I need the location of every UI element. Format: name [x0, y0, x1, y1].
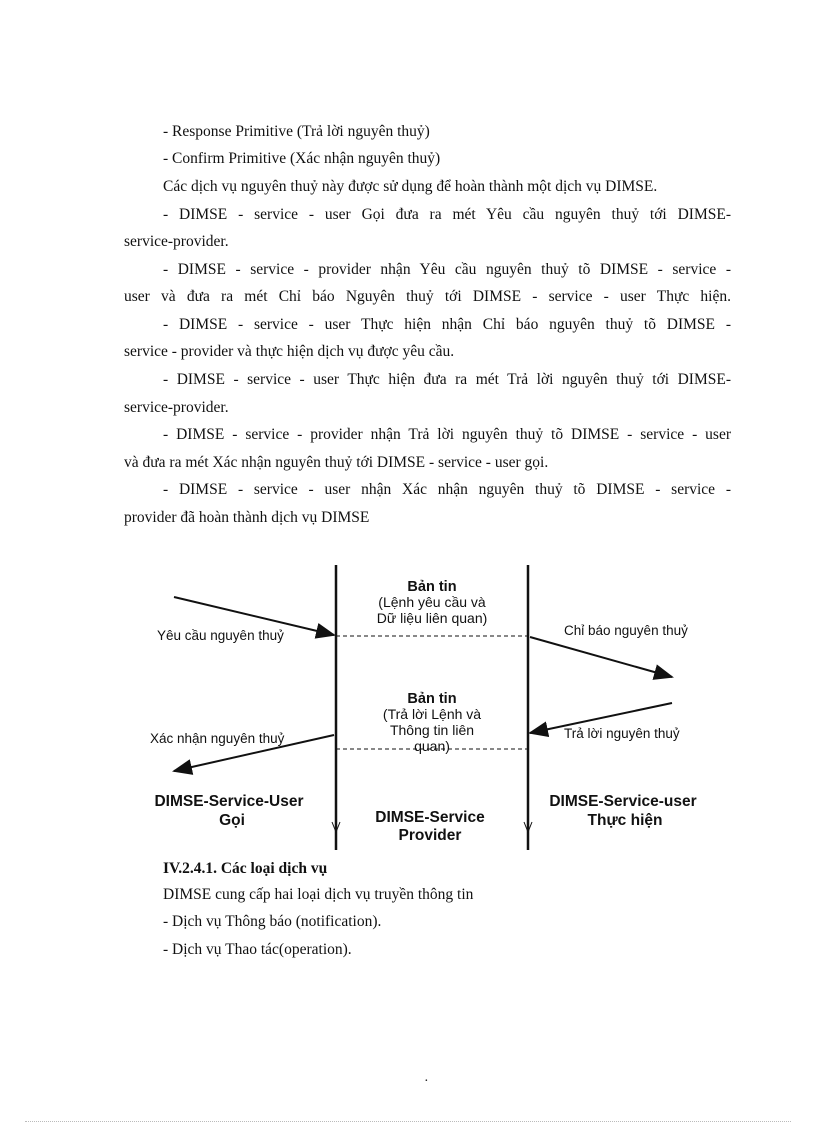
left-participant-title: DIMSE-Service-User — [154, 793, 304, 810]
paragraph-line: service-provider. — [124, 233, 229, 250]
paragraph-line: service-provider. — [124, 399, 229, 416]
message1-title: Bản tin — [407, 579, 457, 595]
confirm-label: Xác nhận nguyên thuỷ — [150, 731, 285, 746]
message2-line1: (Trả lời Lệnh và — [382, 706, 482, 722]
paragraph-line: - DIMSE - service - provider nhận Trả lời nguyên thuỷ tõ DIMSE - service - user — [163, 426, 731, 443]
paragraph-line: và đưa ra mét Xác nhận nguyên thuỷ tới DIMSE - service - user gọi. — [124, 454, 549, 471]
section-line: DIMSE cung cấp hai loại dịch vụ truyền thông tin — [163, 886, 474, 903]
right-participant-title: DIMSE-Service-user — [549, 793, 697, 810]
footer-mark: · — [424, 1074, 429, 1089]
section-line: - Dịch vụ Thông báo (notification). — [163, 913, 382, 930]
message1-line2: Dữ liệu liên quan) — [376, 610, 488, 626]
paragraph-line: service - provider và thực hiện dịch vụ được yêu cầu. — [124, 343, 455, 360]
message1-line1: (Lệnh yêu cầu và — [378, 594, 486, 610]
left-participant-subtitle: Gọi — [219, 812, 245, 829]
paragraph-line: - DIMSE - service - user nhận Xác nhận nguyên thuỷ tõ DIMSE - service - — [163, 481, 731, 498]
message2-title: Bản tin — [407, 691, 457, 707]
paragraph-line: - DIMSE - service - user Thực hiện đưa ra mét Trả lời nguyên thuỷ tới DIMSE- — [163, 371, 731, 388]
message2-line3: quan) — [414, 738, 450, 754]
paragraph-line: - DIMSE - service - user Gọi đưa ra mét Yêu cầu nguyên thuỷ tới DIMSE- — [163, 206, 731, 223]
message2-line2: Thông tin liên — [389, 722, 475, 738]
indication-arrow — [530, 637, 672, 677]
paragraph-line: - DIMSE - service - provider nhận Yêu cầu nguyên thuỷ tõ DIMSE - service - — [163, 261, 731, 278]
page-bottom-rule — [25, 1121, 791, 1122]
indication-label: Chỉ báo nguyên thuỷ — [564, 623, 688, 638]
paragraph-line: - Confirm Primitive (Xác nhận nguyên thuỷ) — [163, 150, 441, 167]
right-participant-subtitle: Thực hiện — [587, 812, 663, 829]
paragraph-line: - DIMSE - service - user Thực hiện nhận Chỉ báo nguyên thuỷ tõ DIMSE - — [163, 316, 731, 333]
middle-participant-title: DIMSE-Service — [375, 809, 485, 826]
response-label: Trả lời nguyên thuỷ — [564, 726, 680, 741]
section-line: - Dịch vụ Thao tác(operation). — [163, 941, 352, 958]
paragraph-line: provider đã hoàn thành dịch vụ DIMSE — [124, 509, 370, 526]
paragraph-line: Các dịch vụ nguyên thuỷ này được sử dụng để hoàn thành một dịch vụ DIMSE. — [163, 178, 658, 195]
middle-participant-subtitle: Provider — [398, 827, 462, 844]
paragraph-line: user và đưa ra mét Chỉ báo Nguyên thuỷ tới DIMSE - service - user Thực hiện. — [124, 288, 731, 305]
paragraph-line: - Response Primitive (Trả lời nguyên thuỷ) — [163, 123, 430, 140]
request-label: Yêu cầu nguyên thuỷ — [157, 628, 284, 643]
section-heading: IV.2.4.1. Các loại dịch vụ — [163, 860, 328, 877]
